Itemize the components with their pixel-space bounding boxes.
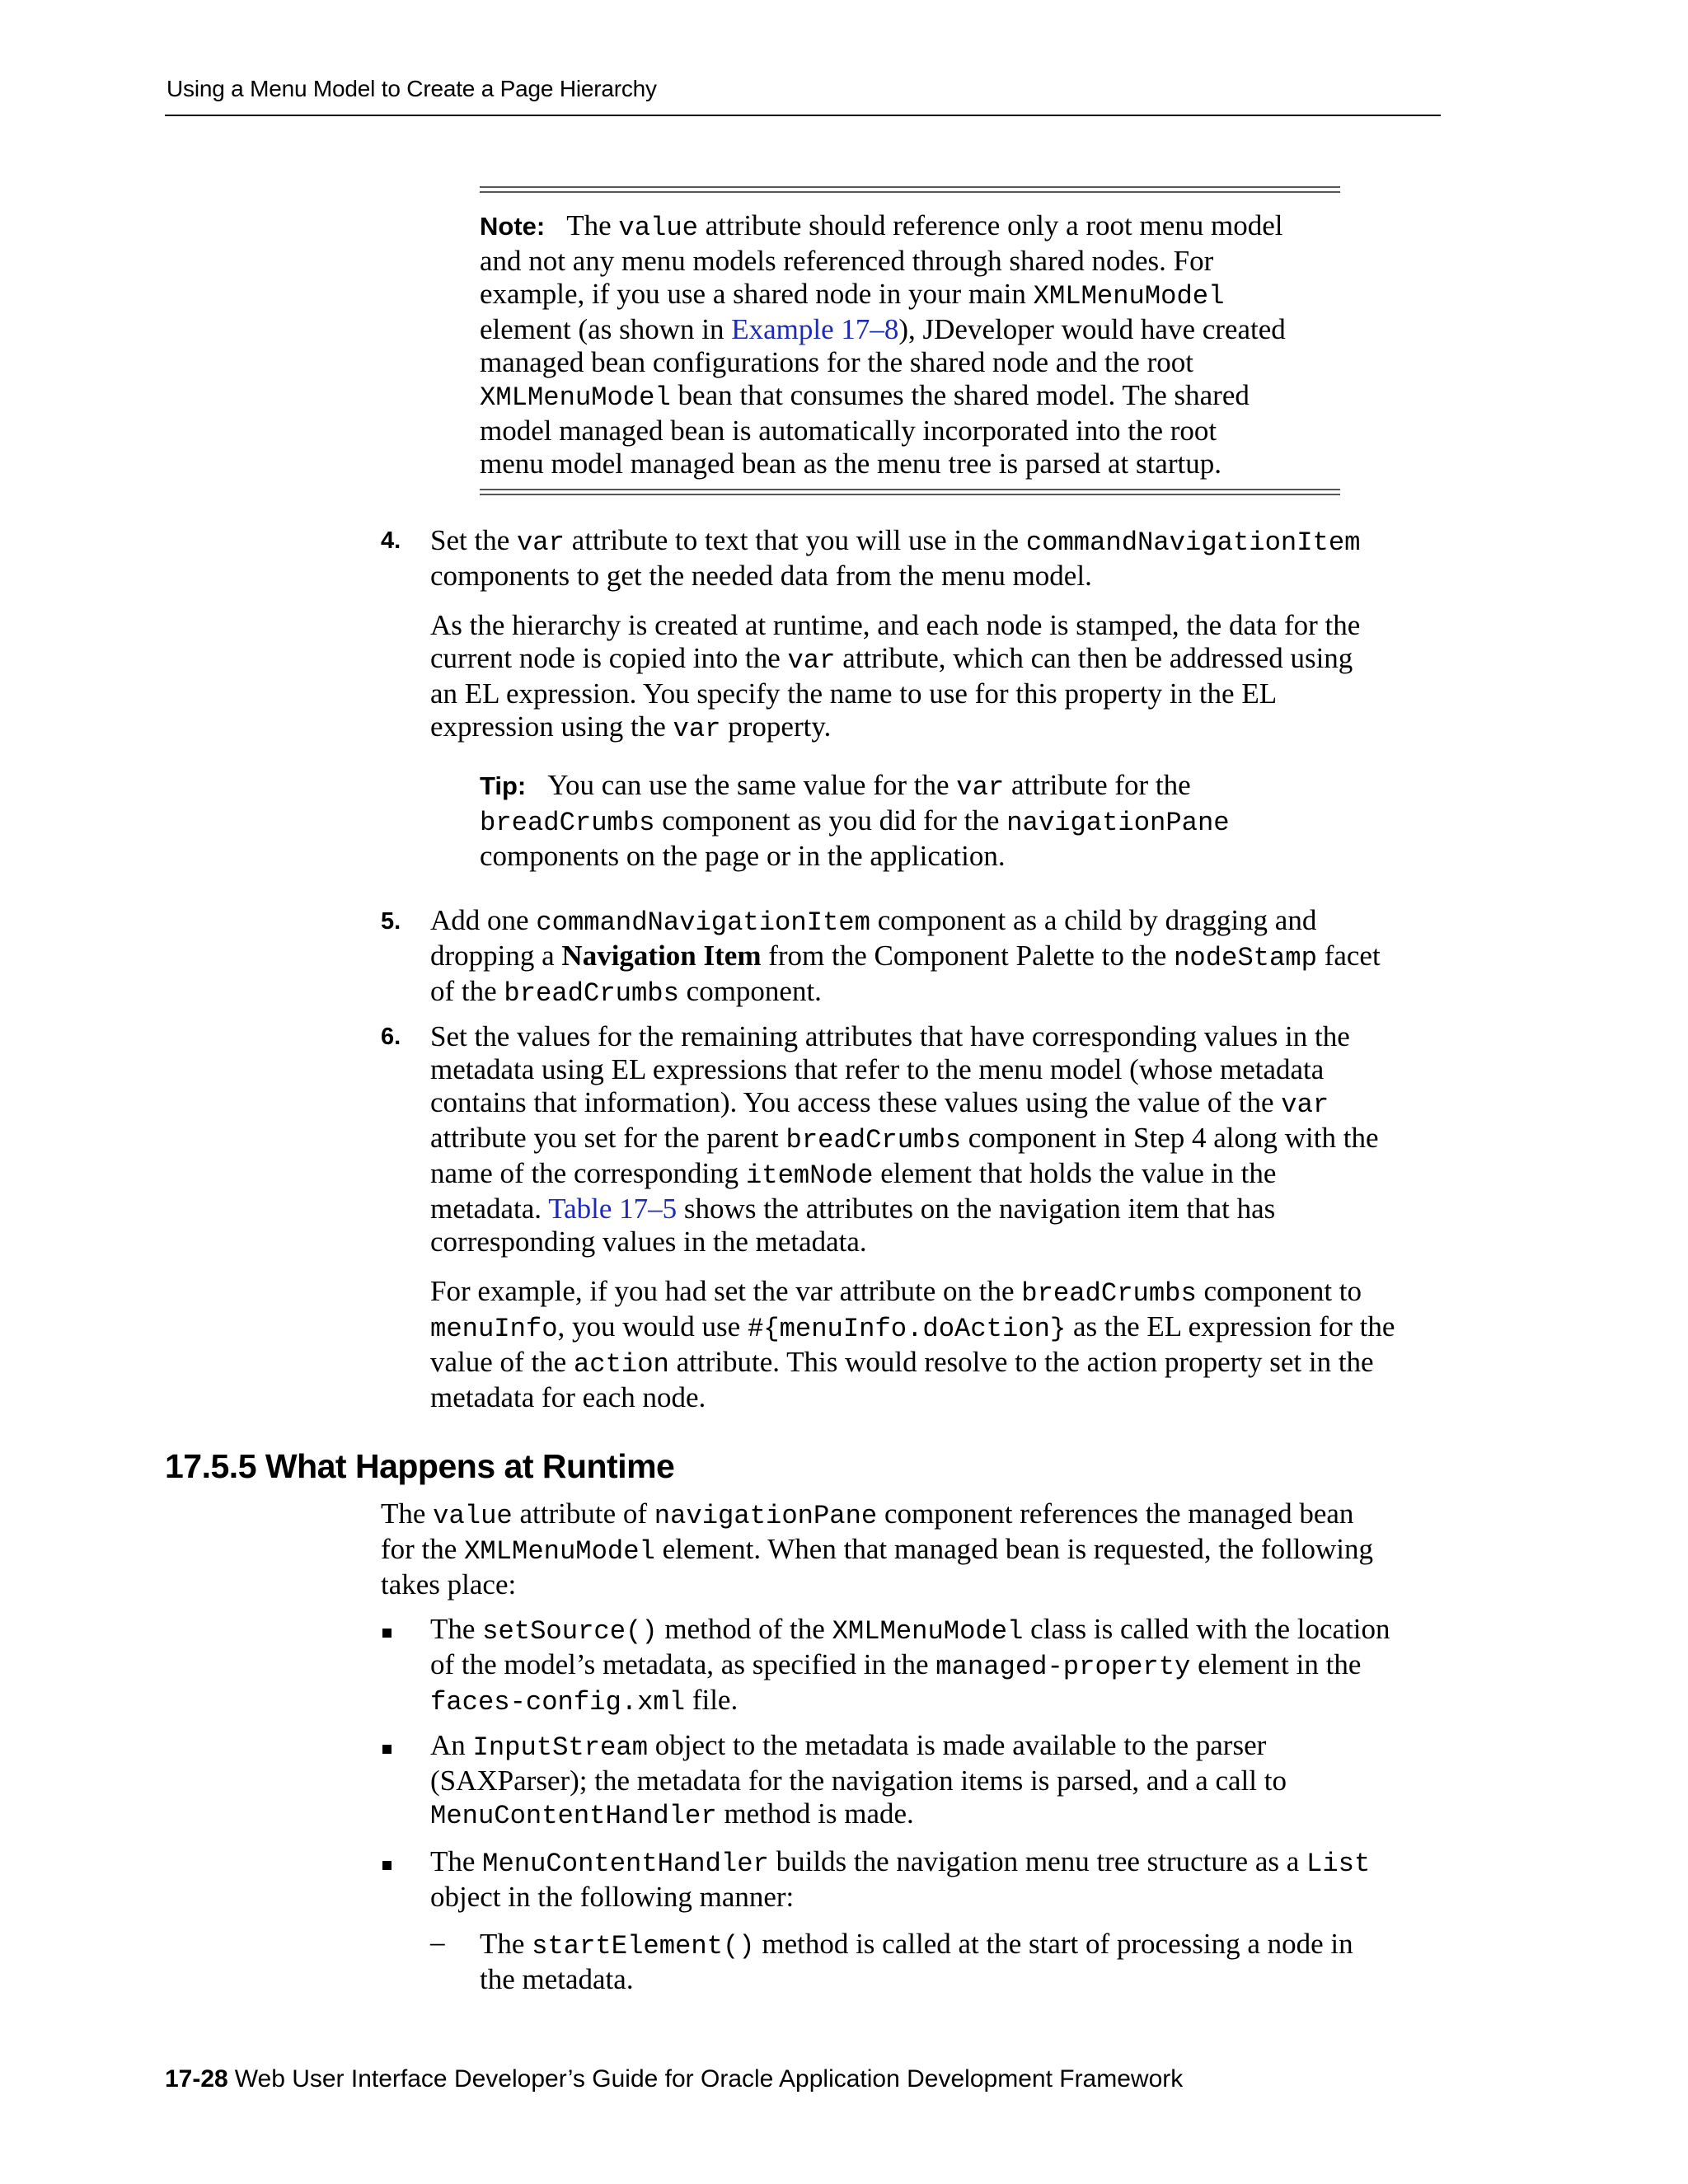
code-value: value [618,213,698,243]
text-run: The [480,1928,532,1960]
code-breadcrumbs: breadCrumbs [785,1125,962,1155]
text-line: (SAXParser); the metadata for the navigation items is parsed, and a call to [430,1765,1287,1797]
note-box [480,186,1340,495]
code-el-expression: #{menuInfo.doAction} [747,1314,1067,1344]
text-run: object to the metadata is made available to the parser [648,1729,1267,1761]
text-line: metadata for each node. [430,1381,706,1413]
code-managed-property: managed-property [935,1652,1191,1682]
text-run: method is made. [716,1797,914,1830]
text-run: contains that information). You access these values using the value of the [430,1086,1282,1118]
code-xmlmenumodel: XMLMenuModel [480,382,671,413]
text-run: Set the [430,524,517,556]
code-inputstream: InputStream [472,1732,649,1763]
code-startelement: startElement() [532,1931,755,1961]
navigation-item-term: Navigation Item [561,940,762,972]
code-xmlmenumodel: XMLMenuModel [464,1536,655,1567]
text-run: component in Step 4 along with the [961,1122,1379,1154]
section-intro [381,1497,1444,1601]
code-var: var [956,772,1005,803]
dash-item-1 [480,1928,1444,1996]
text-run: shows the attributes on the navigation item that has [677,1193,1276,1225]
code-itemnode: itemNode [745,1160,874,1191]
bullet-item-2 [430,1729,1444,1833]
book-title: Web User Interface Developer’s Guide for Oracle Application Development Framework [234,2065,1184,2093]
text-run: component to [1196,1275,1362,1307]
note-text-run: element (as shown in [480,313,732,345]
text-run: attribute. This would resolve to the action property set in the [668,1346,1374,1378]
text-run: attribute for the [1004,769,1191,801]
text-run: value of the [430,1346,574,1378]
note-top-rule [480,186,1340,193]
text-line: components to get the needed data from the menu model. [430,560,1092,592]
code-nodestamp: nodeStamp [1174,943,1317,973]
text-line: corresponding values in the metadata. [430,1226,867,1258]
page-number: 17-28 [165,2065,228,2093]
code-var: var [1281,1090,1329,1120]
step-4-text [430,524,1444,746]
example-17-8-link[interactable]: Example 17–8 [731,313,899,345]
text-run: element in the [1190,1648,1362,1680]
header-rule [165,115,1441,116]
bullet-marker [382,1629,392,1638]
code-var: var [787,645,836,676]
section-heading: 17.5.5 What Happens at Runtime [165,1447,675,1485]
text-run: from the Component Palette to the [761,940,1175,972]
text-run: attribute, which can then be addressed using [835,642,1353,674]
text-line: Set the values for the remaining attributes that have corresponding values in the [430,1020,1350,1052]
code-faces-config: faces-config.xml [430,1687,686,1718]
tip-label: Tip: [480,771,527,800]
page-footer [165,2065,1183,2093]
text-run: builds the navigation menu tree structure as a [768,1845,1307,1877]
code-navigationpane: navigationPane [1006,808,1230,838]
text-run: of the model’s metadata, as specified in the [430,1648,936,1680]
text-line: As the hierarchy is created at runtime, and each node is stamped, the data for the [430,609,1361,641]
note-line: and not any menu models referenced through shared nodes. For [480,245,1214,277]
step-number-5: 5. [381,908,401,935]
note-text [480,193,1329,489]
text-run: component as a child by dragging and [870,904,1317,936]
text-run: current node is copied into the [430,642,788,674]
code-list: List [1306,1849,1371,1879]
text-run: for the [381,1533,465,1565]
text-run: element. When that managed bean is requested, the following [654,1533,1374,1565]
step-number-4: 4. [381,527,401,554]
text-run: attribute of [512,1497,654,1530]
text-run: property. [720,710,832,743]
text-line: metadata using EL expressions that refer to the menu model (whose metadata [430,1053,1325,1085]
code-menucontenthandler: MenuContentHandler [482,1849,769,1879]
tip-box [480,769,1436,873]
text-run: The [430,1613,483,1645]
text-run: class is called with the location [1023,1613,1390,1645]
note-label: Note: [480,212,546,241]
dash-marker: – [430,1926,445,1958]
text-run: name of the corresponding [430,1157,746,1189]
text-run: An [430,1729,473,1761]
text-run: The [430,1845,483,1877]
note-line: managed bean configurations for the shared node and the root [480,346,1193,378]
code-var: var [516,527,565,558]
note-text-run: bean that consumes the shared model. The shared [670,379,1250,411]
text-run: Add one [430,904,537,936]
note-line: model managed bean is automatically incorporated into the root [480,415,1217,447]
code-breadcrumbs: breadCrumbs [1021,1278,1197,1309]
bullet-item-1 [430,1613,1444,1719]
text-run: component as you did for the [654,804,1007,837]
note-text-run: The [566,209,619,241]
step-number-6: 6. [381,1024,401,1050]
text-run: attribute you set for the parent [430,1122,786,1154]
text-run: of the [430,975,504,1007]
text-line: takes place: [381,1568,517,1601]
code-action: action [573,1349,669,1380]
text-run: component. [678,975,822,1007]
note-text-run: example, if you use a shared node in your main [480,278,1034,310]
text-run: expression using the [430,710,673,743]
code-setsource: setSource() [482,1616,658,1647]
code-menuinfo: menuInfo [430,1314,558,1344]
code-xmlmenumodel: XMLMenuModel [832,1616,1024,1647]
text-line: an EL expression. You specify the name to use for this property in the EL [430,677,1278,710]
code-breadcrumbs: breadCrumbs [504,978,679,1009]
code-navigationpane: navigationPane [654,1501,878,1531]
text-run: attribute to text that you will use in the [564,524,1026,556]
text-run: method of the [657,1613,832,1645]
code-value: value [433,1501,513,1531]
code-commandnavigationitem: commandNavigationItem [1025,527,1361,558]
text-run: component references the managed bean [877,1497,1354,1530]
text-run: For example, if you had set the var attribute on the [430,1275,1022,1307]
code-commandnavigationitem: commandNavigationItem [536,907,870,938]
note-text-run: attribute should reference only a root menu model [697,209,1283,241]
text-run: method is called at the start of processing a node in [754,1928,1353,1960]
running-header: Using a Menu Model to Create a Page Hierarchy [166,76,657,101]
code-xmlmenumodel: XMLMenuModel [1033,281,1225,312]
text-line: object in the following manner: [430,1881,795,1913]
text-line: components on the page or in the application. [480,840,1006,872]
text-run: The [381,1497,434,1530]
code-menucontenthandler: MenuContentHandler [430,1801,717,1831]
bullet-marker [382,1861,392,1870]
code-breadcrumbs: breadCrumbs [480,808,655,838]
bullet-item-3 [430,1845,1444,1914]
note-bottom-rule [480,489,1340,495]
text-run: facet [1316,940,1381,972]
table-17-5-link[interactable]: Table 17–5 [548,1193,678,1225]
text-run: dropping a [430,940,562,972]
text-run: as the EL expression for the [1066,1310,1395,1343]
note-text-run: ), JDeveloper would have created [898,313,1286,345]
bullet-marker [382,1745,392,1754]
step-5-text [430,904,1444,1010]
text-run: metadata. [430,1193,549,1225]
text-line: the metadata. [480,1963,634,1995]
code-var: var [673,714,721,744]
step-6-text [430,1020,1444,1414]
note-line: menu model managed bean as the menu tree is parsed at startup. [480,448,1221,480]
text-run: , you would use [557,1310,748,1343]
text-run: element that holds the value in the [873,1157,1277,1189]
text-run: file. [685,1684,738,1716]
text-run: You can use the same value for the [547,769,957,801]
